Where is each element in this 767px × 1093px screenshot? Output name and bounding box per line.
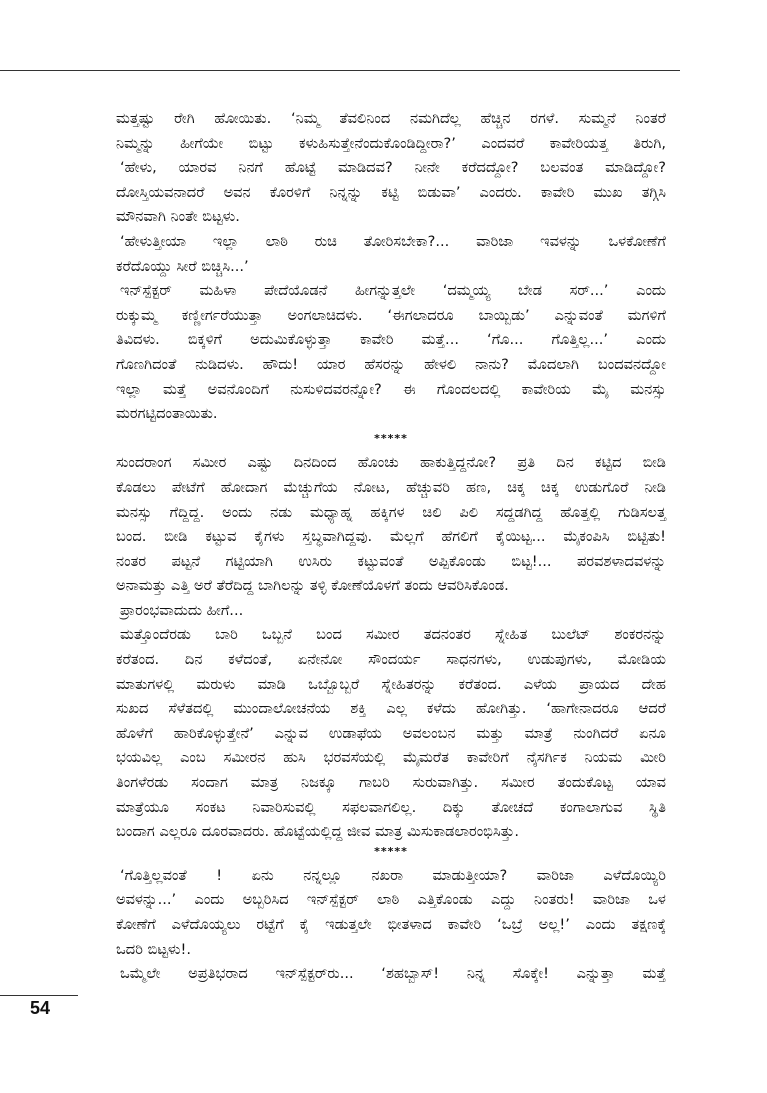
text-line: ಒದರಿ ಬಿಟ್ಟಳು!. (116, 940, 192, 958)
text-line: ಬಂದಾಗ ಎಲ್ಲರೂ ದೂರವಾದರು. ಹೊಟ್ಟೆಯಲ್ಲಿದ್ದ ಜೀವ ಮಾತ್ರ ಮಿಸುಕಾಡಲಾರಂಭಿಸಿತ್ತು. (116, 823, 519, 841)
section-separator: ***** (374, 844, 408, 858)
text-line: ಮಾತ್ರೆಯೂ ಸಂಕಟ ನಿವಾರಿಸುವಲ್ಲಿ ಸಫಲವಾಗಲಿಲ್ಲ. ದಿಕ್ಕು ತೋಚದೆ ಕಂಗಾಲಾಗುವ ಸ್ಥಿತಿ (116, 798, 666, 816)
text-line: ಅವಳನ್ನು...’ ಎಂದು ಅಬ್ಬರಿಸಿದ ಇನ್‌ಸ್ಪೆಕ್ಟರ್ ಲಾಠಿ ಎತ್ತಿಕೊಂಡು ಎದ್ದು ನಿಂತರು! ವಾರಿಜಾ ಒಳ (116, 891, 666, 909)
text-line: ಮರಗಟ್ಟಿದಂತಾಯಿತು. (116, 405, 218, 423)
page-number: 54 (30, 998, 51, 1018)
text-line: ‘ಹೇಳುತ್ತೀಯಾ ಇಲ್ಲಾ ಲಾಠಿ ರುಚಿ ತೋರಿಸಬೇಕಾ?... ವಾರಿಜಾ ಇವಳನ್ನು ಒಳಕೋಣೆಗೆ (120, 232, 666, 250)
text-line: ಭಯವಿಲ್ಲ ಎಂಬ ಸಮೀರನ ಹುಸಿ ಭರವಸೆಯಲ್ಲಿ ಮೈಮರೆತ ಕಾವೇರಿಗೆ ನೈಸರ್ಗಿಕ ನಿಯಮ ಮೀರಿ (116, 749, 666, 767)
text-line: ಅನಾಮತ್ತು ಎತ್ತಿ ಅರೆ ತೆರೆದಿದ್ದ ಬಾಗಿಲನ್ನು ತಳ್ಳಿ ಕೋಣೆಯೊಳಗೆ ತಂದು ಆವರಿಸಿಕೊಂಡ. (116, 577, 509, 595)
text-line: ಪ್ರಾರಂಭವಾದುದು ಹೀಗೆ... (120, 601, 244, 619)
text-line: ಮನಸ್ಸು ಗೆದ್ದಿದ್ದ. ಅಂದು ನಡು ಮಧ್ಯಾಹ್ನ ಹಕ್ಕಿಗಳ ಚಿಲಿ ಪಿಲಿ ಸದ್ದಡಗಿದ್ದ ಹೊತ್ತಲ್ಲಿ ಗುಡಿಸಲತ್ತ (116, 503, 666, 521)
text-line: ಒಮ್ಮೆಲೇ ಅಪ್ರತಿಭರಾದ ಇನ್‌ಸ್ಪೆಕ್ಟರ್‌ರು... ‘ಶಹಬ್ಬಾಸ್! ನಿನ್ನ ಸೊಕ್ಕೇ! ಎನ್ನುತ್ತಾ ಮತ್ತೆ (120, 965, 666, 983)
top-rule (0, 70, 680, 71)
text-line: ಇಲ್ಲಾ ಮತ್ತೆ ಅವನೊಂದಿಗೆ ನುಸುಳಿದವರನ್ನೋ? ಈ ಗೊಂದಲದಲ್ಲಿ ಕಾವೇರಿಯ ಮೈ ಮನಸ್ಸು (116, 380, 666, 398)
text-line: ಇನ್‌ಸ್ಪೆಕ್ಟರ್ ಮಹಿಳಾ ಪೇದೆಯೊಡನೆ ಹೀಗನ್ನುತ್ತಲೇ ‘ದಮ್ಮಯ್ಯ ಬೇಡ ಸರ್...’ ಎಂದು (120, 282, 666, 300)
text-line: ‘ಗೊತ್ತಿಲ್ಲವಂತೆ ! ಏನು ನನ್ನಲ್ಲೂ ನಖರಾ ಮಾಡುತ್ತೀಯಾ? ವಾರಿಜಾ ಎಳೆದೊಯ್ಯಿರಿ (120, 866, 666, 884)
text-line: ಬಂದ. ಬೀಡಿ ಕಟ್ಟುವ ಕೈಗಳು ಸ್ತಬ್ಧವಾಗಿದ್ದವು. ಮೆಲ್ಲಗೆ ಹೆಗಲಿಗೆ ಕೈಯಿಟ್ಟ... ಮೈಕಂಪಿಸಿ ಬಿಟ್ಟಿತು! (116, 528, 666, 546)
text-line: ಸುಂದರಾಂಗ ಸಮೀರ ಎಷ್ಟು ದಿನದಿಂದ ಹೊಂಚು ಹಾಕುತ್ತಿದ್ದನೋ? ಪ್ರತಿ ದಿನ ಕಟ್ಟಿದ ಬೀಡಿ (116, 454, 666, 472)
text-line: ಕೋಣೆಗೆ ಎಳೆದೊಯ್ಯಲು ರಟ್ಟೆಗೆ ಕೈ ಇಡುತ್ತಲೇ ಭೀತಳಾದ ಕಾವೇರಿ ‘ಒಬ್ರೆ ಅಲ್ಲ!’ ಎಂದು ತಕ್ಷಣಕ್ಕೆ (116, 916, 666, 933)
text-line: ದೋಸ್ತಿಯವನಾದರೆ ಅವನ ಕೊರಳಿಗೆ ನಿನ್ನನ್ನು ಕಟ್ಟಿ ಬಿಡುವಾ’ ಎಂದರು. ಕಾವೇರಿ ಮುಖ ತಗ್ಗಿಸಿ (116, 183, 666, 201)
text-line: ಮತ್ತೊಂದೆರಡು ಬಾರಿ ಒಬ್ಬನೆ ಬಂದ ಸಮೀರ ತದನಂತರ ಸ್ನೇಹಿತ ಬುಲೆಟ್ ಶಂಕರನನ್ನು (120, 626, 666, 644)
text-line: ನಿಮ್ಮನ್ನು ಹೀಗೆಯೇ ಬಿಟ್ಟು ಕಳುಹಿಸುತ್ತೇನೆಂದುಕೊಂಡಿದ್ದೀರಾ?’ ಎಂದವರೆ ಕಾವೇರಿಯತ್ತ ತಿರುಗಿ, (116, 134, 666, 152)
text-line: ಸುಖದ ಸೆಳೆತದಲ್ಲಿ ಮುಂದಾಲೋಚನೆಯ ಶಕ್ತಿ ಎಲ್ಲ ಕಳೆದು ಹೋಗಿತ್ತು. ‘ಹಾಗೇನಾದರೂ ಆದರೆ (116, 700, 666, 718)
text-line: ತಿಂಗಳೆರಡು ಸಂದಾಗ ಮಾತ್ರ ನಿಜಕ್ಕೂ ಗಾಬರಿ ಸುರುವಾಗಿತ್ತು. ಸಮೀರ ತಂದುಕೊಟ್ಟ ಯಾವ (116, 774, 666, 792)
text-line: ಮತ್ತಷ್ಟು ರೇಗಿ ಹೋಯಿತು. ‘ನಿಮ್ಮ ತೆವಲಿನಿಂದ ನಮಗಿದೆಲ್ಲ ಹೆಚ್ಚಿನ ರಗಳೆ. ಸುಮ್ಮನೆ ನಿಂತರೆ (116, 110, 666, 127)
text-line: ಗೊಣಗಿದಂತೆ ನುಡಿದಳು. ಹೌದು! ಯಾರ ಹೆಸರನ್ನು ಹೇಳಲಿ ನಾನು? ಮೊದಲಾಗಿ ಬಂದವನದ್ದೋ (116, 355, 666, 373)
text-line: ಕರೆದೊಯ್ದು ಸೀರೆ ಬಿಚ್ಚಿಸಿ...’ (116, 257, 249, 275)
text-line: ಕರೆತಂದ. ದಿನ ಕಳೆದಂತೆ, ಏನೇನೋ ಸೌಂದರ್ಯ ಸಾಧನಗಳು, ಉಡುಪುಗಳು, ಮೋಡಿಯ (116, 651, 666, 669)
text-line: ಮೌನವಾಗಿ ನಿಂತೇ ಬಿಟ್ಟಳು. (116, 208, 240, 226)
text-line: ರುಕ್ಕುಮ್ಮ ಕಣ್ಣೀರ್ಗರೆಯುತ್ತಾ ಅಂಗಲಾಚಿದಳು. ‘ಈಗಲಾದರೂ ಬಾಯ್ಬಿಡು’ ಎನ್ನುವಂತೆ ಮಗಳಿಗೆ (116, 306, 666, 324)
text-line: ಕೊಡಲು ಪೇಟೆಗೆ ಹೋದಾಗ ಮೆಚ್ಚುಗೆಯ ನೋಟ, ಹೆಚ್ಚುವರಿ ಹಣ, ಚಿಕ್ಕ ಚಿಕ್ಕ ಉಡುಗೊರೆ ನೀಡಿ (116, 478, 666, 496)
text-line: ತಿವಿದಳು. ಬಿಕ್ಕಳಿಗೆ ಅದುಮಿಕೊಳ್ಳುತ್ತಾ ಕಾವೇರಿ ಮತ್ತೆ... ‘ಗೊ... ಗೊತ್ತಿಲ್ಲ...’ ಎಂದು (116, 331, 666, 349)
text-line: ‘ಹೇಳು, ಯಾರವ ನಿನಗೆ ಹೊಟ್ಟೆ ಮಾಡಿದವ? ನೀನೇ ಕರೆದದ್ದೋ? ಬಲವಂತ ಮಾಡಿದ್ದೋ? (120, 159, 666, 177)
text-line: ಹೊಳೆಗೆ ಹಾರಿಕೊಳ್ಳುತ್ತೇನೆ’ ಎನ್ನುವ ಉಡಾಫೆಯ ಅವಲಂಬನ ಮತ್ತು ಮಾತ್ರೆ ನುಂಗಿದರೆ ಏನೂ (116, 724, 666, 742)
footer-rule (0, 995, 78, 996)
section-separator: ***** (374, 431, 408, 445)
text-line: ನಂತರ ಪಟ್ಟನೆ ಗಟ್ಟಿಯಾಗಿ ಉಸಿರು ಕಟ್ಟುವಂತೆ ಅಪ್ಪಿಕೊಂಡು ಬಿಟ್ಟ!... ಪರವಶಳಾದವಳನ್ನು (116, 552, 666, 570)
body-text (116, 107, 666, 987)
text-line: ಮಾತುಗಳಲ್ಲಿ ಮರುಳು ಮಾಡಿ ಒಬ್ಬೊಬ್ಬರೆ ಸ್ನೇಹಿತರನ್ನು ಕರೆತಂದ. ಎಳೆಯ ಪ್ರಾಯದ ದೇಹ (116, 675, 666, 693)
